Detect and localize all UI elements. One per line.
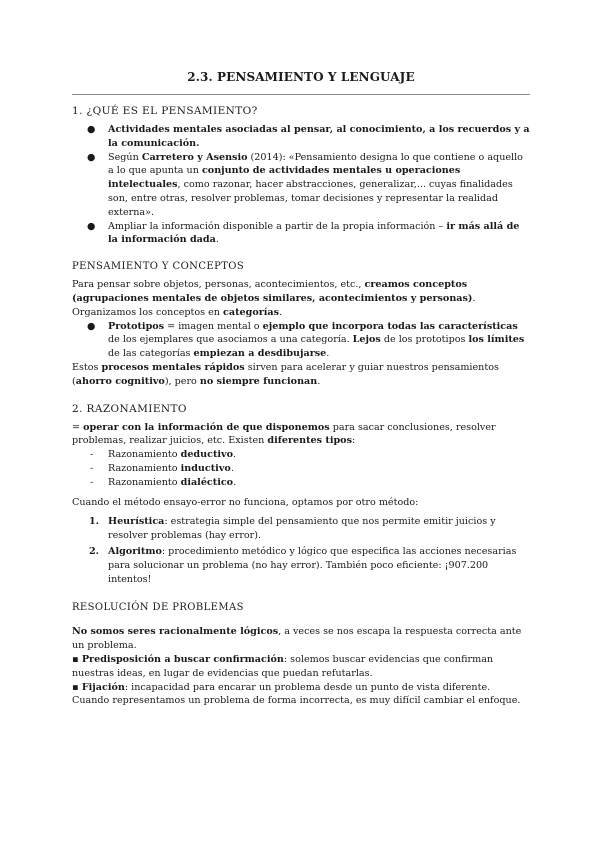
list-number: 1.	[89, 516, 100, 528]
list-item: ● Prototipos = imagen mental o ejemplo que incorpora todas las características de los ejemplares que asociamos a una categoría. Lejos de los prototipos los límites de las categorías empiezan a desdibujarse.	[87, 320, 525, 360]
page-title: 2.3. PENSAMIENTO Y LENGUAJE	[187, 70, 415, 84]
paragraph: No somos seres racionalmente lógicos, a veces se nos escapa la respuesta correcta ante un problema.	[72, 626, 522, 652]
paragraph: Estos procesos mentales rápidos sirven para acelerar y guiar nuestros pensamientos (ahorro cognitivo), pero no siempre funcionan.	[72, 361, 499, 387]
list-item: - Razonamiento deductivo.	[90, 449, 237, 461]
list-item: ● Ampliar la información disponible a partir de la propia información – ir más allá de la información dada.	[87, 220, 520, 246]
list-item: - Razonamiento inductivo.	[90, 462, 234, 474]
dash-icon: -	[90, 462, 94, 474]
bullet-icon: ●	[87, 220, 96, 232]
bullet-icon: ●	[87, 151, 96, 163]
list-item: ● Según Carretero y Asensio (2014): «Pensamiento designa lo que contiene o aquello a lo que apunta un conjunto de actividades mentales u operaciones intelectuales, como razonar, hacer abstracciones, generalizar,... cuyas finalidades son, entre otras, resolver problemas, tomar decisiones y representar la realidad externa».	[87, 151, 523, 218]
title-divider	[72, 94, 530, 95]
paragraph: Para pensar sobre objetos, personas, acontecimientos, etc., creamos conceptos (agrupaciones mentales de objetos similares, acontecimientos y personas). Organizamos los conceptos en categorías.	[72, 279, 476, 318]
section-heading-resolucion: RESOLUCIÓN DE PROBLEMAS	[72, 602, 244, 614]
dash-icon: -	[90, 476, 94, 488]
numbered-list-metodos	[72, 515, 530, 586]
bullet-icon: ●	[87, 124, 96, 135]
section-heading-conceptos: PENSAMIENTO Y CONCEPTOS	[72, 261, 245, 273]
bullet-list-pensamiento	[72, 123, 530, 247]
bullet-icon: ●	[87, 320, 96, 332]
list-item: - Razonamiento dialéctico.	[90, 476, 237, 488]
section-heading-razonamiento: 2. RAZONAMIENTO	[72, 402, 187, 415]
paragraph: = operar con la información de que disponemos para sacar conclusiones, resolver problemas, realizar juicios, etc. Existen diferentes tipos:	[72, 421, 496, 447]
paragraph: ▪ Fijación: incapacidad para encarar un problema desde un punto de vista diferente. Cuando representamos un problema de forma incorrecta, es muy difícil cambiar el enfoque.	[72, 681, 521, 707]
section-heading-pensamiento: 1. ¿QUÉ ES EL PENSAMIENTO?	[72, 105, 258, 117]
paragraph: ▪ Predisposición a buscar confirmación: solemos buscar evidencias que confirman nuestras ideas, en lugar de evidencias que puedan refutarlas.	[72, 653, 494, 679]
paragraph: Cuando el método ensayo-error no funciona, optamos por otro método:	[72, 496, 419, 508]
list-item: 1. Heurística: estrategia simple del pensamiento que nos permite emitir juicios y resolver problemas (hay error).	[89, 516, 496, 542]
list-item: ● Actividades mentales asociadas al pensar, al conocimiento, a los recuerdos y a la comunicación.	[87, 124, 530, 149]
dash-list-razonamiento	[72, 448, 530, 489]
dash-icon: -	[90, 449, 94, 461]
document-page	[72, 70, 530, 708]
list-item: 2. Algoritmo: procedimiento metódico y lógico que especifica las acciones necesarias para solucionar un problema (no hay error). También poco eficiente: ¡907.200 intentos!	[89, 545, 517, 585]
list-number: 2.	[89, 545, 100, 557]
bullet-list-prototipos	[72, 320, 530, 361]
